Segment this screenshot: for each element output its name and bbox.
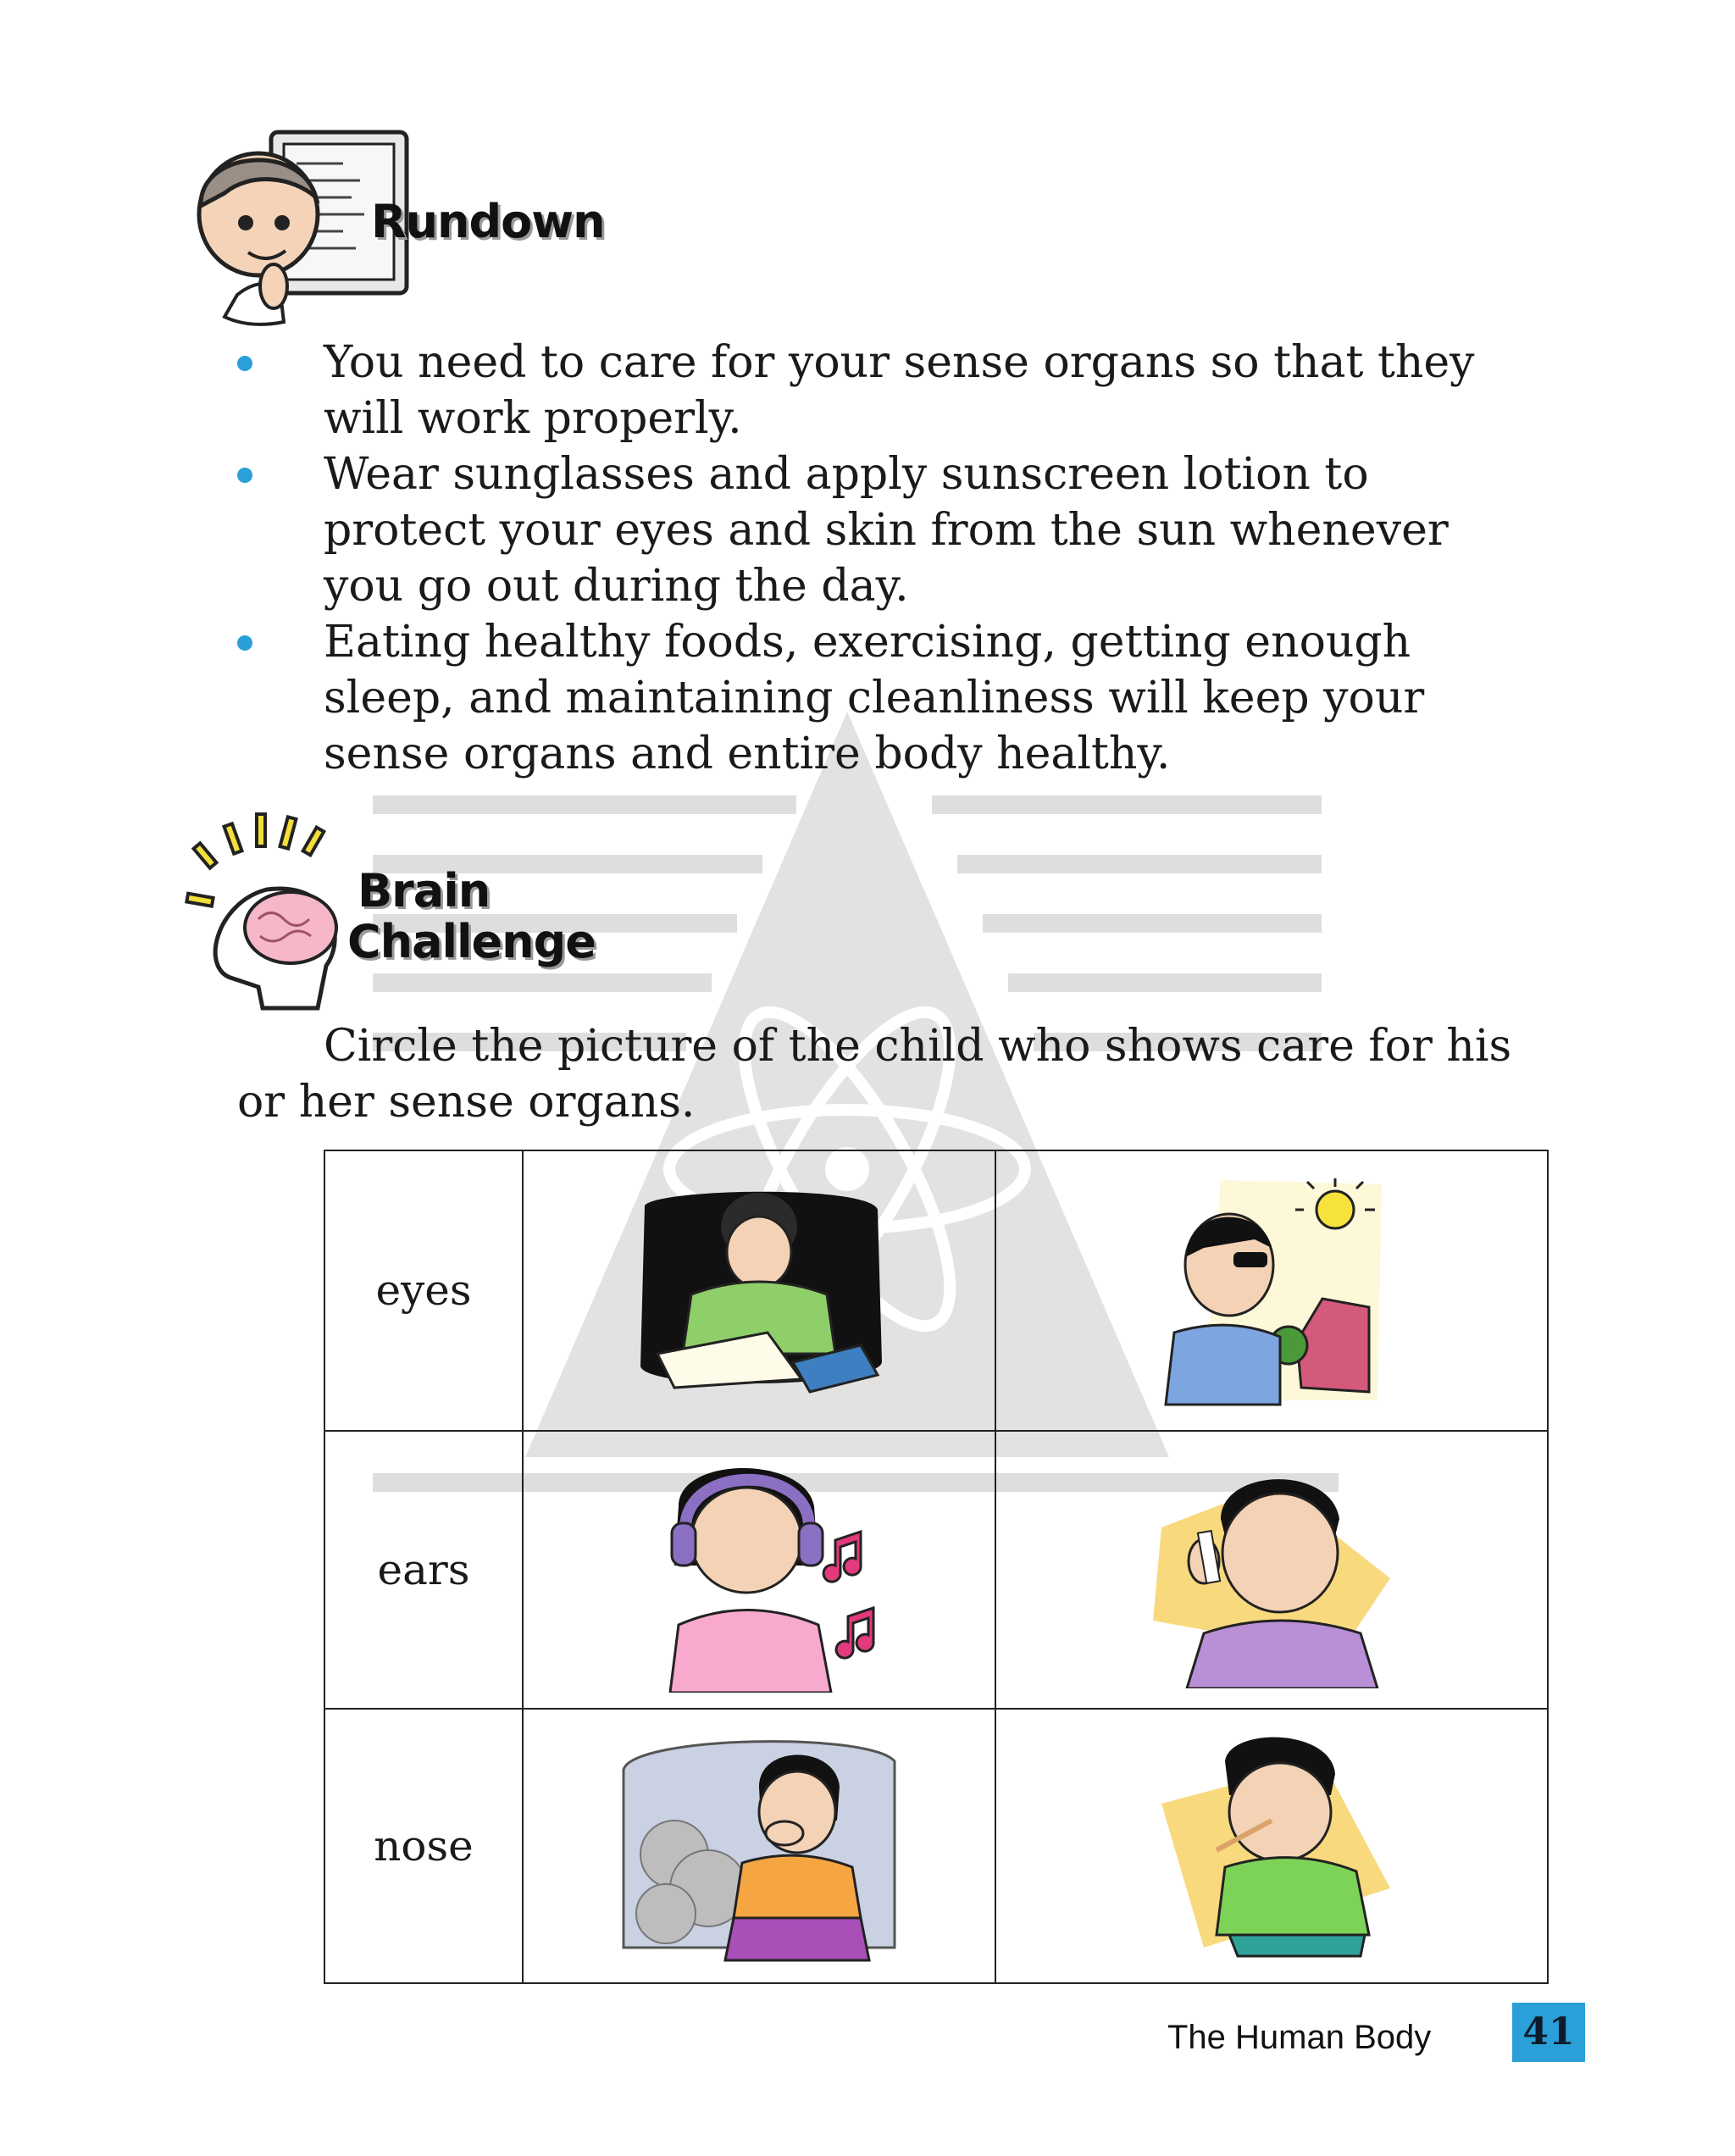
ears-option-loud-headphones[interactable] [523,1431,995,1710]
table-row [324,1150,1548,1431]
list-item: Wear sunglasses and apply sunscreen lotion to protect your eyes and skin from the sun whenever you go out during the day. [237,446,1542,614]
eyes-option-reading-in-dark[interactable] [523,1150,995,1431]
child-picking-nose-illustration [1145,1727,1399,1965]
child-headphones-illustration [619,1447,899,1693]
rundown-title: Rundown [371,195,605,248]
child-reading-dark-illustration [624,1176,895,1405]
child-sunglasses-illustration [1153,1172,1390,1409]
bullet-dot-icon [237,635,252,651]
ears-option-cleaning-ear[interactable] [995,1431,1548,1710]
brain-challenge-head-icon [182,809,360,1012]
chapter-title: The Human Body [1167,2019,1432,2056]
bullet-dot-icon [237,468,252,483]
table-row [324,1709,1548,1983]
child-covering-nose-illustration [615,1727,903,1965]
list-item: You need to care for your sense organs so that they will work properly. [237,335,1542,446]
rundown-bullet-list [237,335,1542,782]
list-item: Eating healthy foods, exercising, getting enough sleep, and maintaining cleanliness will keep your sense organs and entire body healthy. [237,614,1542,782]
bullet-dot-icon [237,356,252,371]
brain-challenge-title-line1: Brain [358,864,491,917]
page-number-badge: 41 [1512,2003,1585,2062]
eyes-option-sunglasses[interactable] [995,1150,1548,1431]
row-label-nose: nose [324,1709,523,1983]
nose-option-picking-nose[interactable] [995,1709,1548,1983]
sense-organs-table [324,1150,1549,1984]
nose-option-covering-nose[interactable] [523,1709,995,1983]
row-label-eyes: eyes [324,1150,523,1431]
table-row [324,1431,1548,1710]
brain-challenge-title-line2: Challenge [347,915,596,968]
child-cleaning-ear-illustration [1136,1451,1407,1688]
row-label-ears: ears [324,1431,523,1710]
brain-challenge-instruction: Circle the picture of the child who shows care for his or her sense organs. [237,1021,1512,1128]
